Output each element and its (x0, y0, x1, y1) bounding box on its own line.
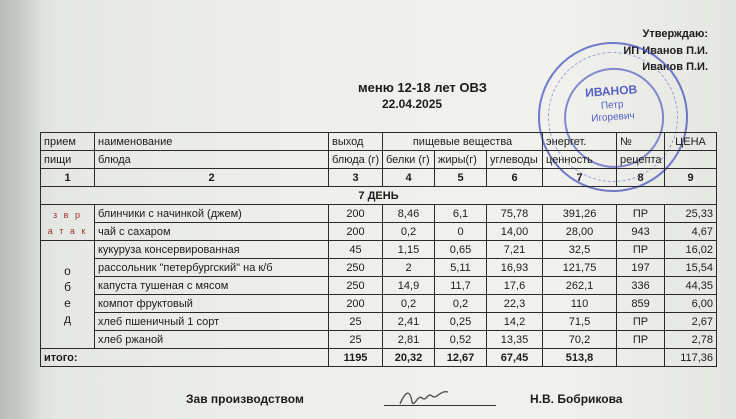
dish-protein: 2,81 (383, 331, 435, 349)
dish-name: чай с сахаром (95, 223, 329, 241)
dish-fat: 0,52 (435, 331, 487, 349)
dish-fat: 5,11 (435, 259, 487, 277)
dish-energy: 32,5 (543, 241, 617, 259)
seal-surname: ИВАНОВ (584, 82, 638, 100)
dish-price: 6,00 (665, 295, 717, 313)
dish-fat: 0,65 (435, 241, 487, 259)
day-row (41, 187, 717, 205)
col-protein-subheader: белки (г) (383, 151, 435, 169)
totals-price: 117,36 (665, 349, 717, 367)
menu-table (40, 132, 717, 367)
dish-price: 4,67 (665, 223, 717, 241)
signature-label: Зав производством (186, 392, 304, 406)
handwritten-signature (396, 386, 456, 410)
col-nutrients-header: пищевые вещества (383, 133, 543, 151)
dish-carbs: 14,00 (487, 223, 543, 241)
dish-energy: 262,1 (543, 277, 617, 295)
totals-energy: 513,8 (543, 349, 617, 367)
dish-carbs: 75,78 (487, 205, 543, 223)
dish-name: кукуруза консервированная (95, 241, 329, 259)
lunch-letter: б (64, 279, 71, 294)
col-name-header: наименование (95, 133, 329, 151)
dish-recipe: 197 (617, 259, 665, 277)
approval-line-2: Иванов П.И. (642, 61, 708, 73)
dish-output: 25 (329, 313, 383, 331)
dish-recipe: ПР (617, 313, 665, 331)
lunch-letter: д (63, 311, 71, 326)
menu-date: 22.04.2025 (382, 97, 443, 111)
dish-price: 2,78 (665, 331, 717, 349)
dish-fat: 6,1 (435, 205, 487, 223)
seal-middle-name: Игоревич (590, 110, 636, 125)
dish-carbs: 16,93 (487, 259, 543, 277)
dish-recipe: 859 (617, 295, 665, 313)
header-row-1 (41, 133, 717, 151)
approval-title: Утверждаю: (642, 28, 708, 40)
totals-label: итого: (41, 349, 329, 367)
dish-price: 25,33 (665, 205, 717, 223)
table-row (41, 205, 717, 223)
dish-output: 250 (329, 277, 383, 295)
dish-price: 2,67 (665, 313, 717, 331)
dish-name: капуста тушеная с мясом (95, 277, 329, 295)
dish-protein: 8,46 (383, 205, 435, 223)
dish-protein: 1,15 (383, 241, 435, 259)
lunch-letter: е (64, 295, 71, 310)
table-row (41, 295, 717, 313)
col-output-subheader: блюда (г) (329, 151, 383, 169)
dish-carbs: 22,3 (487, 295, 543, 313)
table-row (41, 277, 717, 295)
dish-energy: 28,00 (543, 223, 617, 241)
col-price-header: ЦЕНА (665, 133, 717, 151)
col-number: 4 (383, 169, 435, 187)
totals-carbs: 67,45 (487, 349, 543, 367)
dish-output: 25 (329, 331, 383, 349)
dish-carbs: 13,35 (487, 331, 543, 349)
dish-name: хлеб пшеничный 1 сорт (95, 313, 329, 331)
col-name-subheader: блюда (95, 151, 329, 169)
seal-first-name: Петр (600, 99, 624, 112)
col-meal-header: прием (41, 133, 95, 151)
col-number: 5 (435, 169, 487, 187)
dish-output: 200 (329, 223, 383, 241)
breakfast-label (41, 205, 95, 241)
dish-output: 250 (329, 259, 383, 277)
dish-output: 45 (329, 241, 383, 259)
dish-name: рассольник "петербургский" на к/б (95, 259, 329, 277)
dish-recipe: 336 (617, 277, 665, 295)
page-edge-shadow (0, 0, 42, 419)
day-label: 7 ДЕНЬ (41, 187, 717, 205)
table-row (41, 223, 717, 241)
col-number: 6 (487, 169, 543, 187)
dish-protein: 2 (383, 259, 435, 277)
col-number: 7 (543, 169, 617, 187)
approval-line-1: ИП Иванов П.И. (623, 45, 708, 57)
breakfast-label-bottom: а т а к (47, 225, 88, 236)
signature-name: Н.В. Бобрикова (530, 392, 623, 406)
table-row (41, 241, 717, 259)
dish-carbs: 7,21 (487, 241, 543, 259)
col-fat-subheader: жиры(г) (435, 151, 487, 169)
dish-fat: 0,2 (435, 295, 487, 313)
lunch-letter: о (64, 263, 71, 278)
dish-recipe: ПР (617, 331, 665, 349)
dish-protein: 0,2 (383, 223, 435, 241)
dish-energy: 70,2 (543, 331, 617, 349)
col-recipe-subheader: рецепта (617, 151, 665, 169)
col-meal-subheader: пищи (41, 151, 95, 169)
header-row-2 (41, 151, 717, 169)
column-number-row (41, 169, 717, 187)
dish-carbs: 14,2 (487, 313, 543, 331)
dish-fat: 11,7 (435, 277, 487, 295)
totals-protein: 20,32 (383, 349, 435, 367)
table-row (41, 313, 717, 331)
col-number: 9 (665, 169, 717, 187)
lunch-label (41, 241, 95, 349)
col-number: 3 (329, 169, 383, 187)
table-row (41, 259, 717, 277)
table-row (41, 331, 717, 349)
dish-protein: 2,41 (383, 313, 435, 331)
dish-name: компот фруктовый (95, 295, 329, 313)
dish-name: блинчики с начинкой (джем) (95, 205, 329, 223)
col-carbs-subheader: углеводы (487, 151, 543, 169)
dish-energy: 121,75 (543, 259, 617, 277)
dish-price: 15,54 (665, 259, 717, 277)
dish-output: 200 (329, 295, 383, 313)
dish-carbs: 17,6 (487, 277, 543, 295)
dish-name: хлеб ржаной (95, 331, 329, 349)
col-output-header: выход (329, 133, 383, 151)
dish-protein: 0,2 (383, 295, 435, 313)
col-energy-subheader: ценность (543, 151, 617, 169)
col-energy-header: энергет. (543, 133, 617, 151)
dish-fat: 0 (435, 223, 487, 241)
dish-energy: 71,5 (543, 313, 617, 331)
dish-energy: 110 (543, 295, 617, 313)
dish-fat: 0,25 (435, 313, 487, 331)
dish-protein: 14,9 (383, 277, 435, 295)
totals-row (41, 349, 717, 367)
col-number: 2 (95, 169, 329, 187)
totals-output: 1195 (329, 349, 383, 367)
breakfast-label-top: з в р (53, 209, 82, 220)
dish-recipe: ПР (617, 205, 665, 223)
col-recipe-header: № (617, 133, 665, 151)
col-number: 1 (41, 169, 95, 187)
col-number: 8 (617, 169, 665, 187)
dish-price: 16,02 (665, 241, 717, 259)
totals-fat: 12,67 (435, 349, 487, 367)
menu-title: меню 12-18 лет ОВЗ (358, 80, 487, 95)
dish-recipe: ПР (617, 241, 665, 259)
dish-output: 200 (329, 205, 383, 223)
dish-energy: 391,26 (543, 205, 617, 223)
dish-recipe: 943 (617, 223, 665, 241)
dish-price: 44,35 (665, 277, 717, 295)
